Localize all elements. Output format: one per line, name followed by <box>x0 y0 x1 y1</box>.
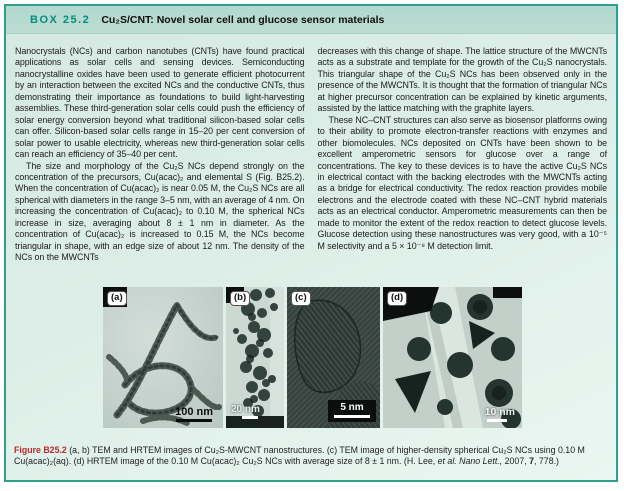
panel-c-label: (c) <box>291 291 311 306</box>
panel-b-scale-text: 20 nm <box>231 404 260 415</box>
box-header <box>6 6 616 34</box>
panel-a-scale-bar <box>175 406 213 422</box>
panel-b-label: (b) <box>230 291 250 306</box>
panel-d-scale-text: 10 nm <box>484 406 515 418</box>
figure-caption-text: (a, b) TEM and HRTEM images of Cu₂S-MWCNT nanostructures. (c) TEM image of higher-density spherical Cu₂S NCs using 0.10 M Cu(acac)₂(aq). (d) HRTEM image of the 0.10 M Cu(acac)₂ Cu₂S NCs with average size of 8 ± 1 nm. (H. Lee, <box>14 444 585 467</box>
figure-panel-b <box>226 287 284 428</box>
panel-a-label: (a) <box>107 291 127 306</box>
box-title: Cu₂S/CNT: Novel solar cell and glucose sensor materials <box>101 13 385 26</box>
panel-b-scale-bar <box>231 404 260 419</box>
right-paragraph-2: These NC–CNT structures can also serve as biosensor platforms owing to their ability to promote electron-transfer reactions with enzymes and other biomolecules. NCs deposited on CNTs have been shown to be excellent amperometric sensors for glucose over a range of concentrations. The key to these devices is to have the active Cu₂S NCs in electrical contact with the backing electrodes with the MWCNTs acting as a bridge for electrical conductivity. The redox reaction provides mobile electrons and the electrode coated with these NC–CNT hybrid materials acts as an electrical conductor. Amperometric measurements can then be made to monitor the extent of the redox reaction to detect glucose levels. Glucose detection using these nanostructures was very good, with a 10⁻⁵ M selectivity and a 5 × 10⁻⁸ M detection limit. <box>317 114 607 251</box>
figure-panel-c <box>287 287 380 428</box>
figure-panel-d <box>383 287 522 428</box>
body-text <box>6 34 616 264</box>
panel-d-label: (d) <box>387 291 407 306</box>
box-number-label: BOX 25.2 <box>30 13 91 26</box>
panel-c-scale-bar <box>328 400 376 422</box>
figure-caption-label: Figure B25.2 <box>14 444 67 455</box>
left-paragraph-1: Nanocrystals (NCs) and carbon nanotubes (CNTs) have found practical applications as solar cells and sensing devices. Semiconducting nanocrystalline oxides have been used to generate efficient photocurrent by an interaction between the excited NCs and the conductive CNTs, thus demonstrating their importance as foundations to build light-harvesting assemblies. These third-generation solar cells could push the efficiency of solar energy conversion beyond what traditional silicon-based solar cells can offer. Silicon-based solar cells range in 15–20 per cent conversion of solar power to usable electricity, whereas new third-generation solar cells can reach an efficiency of 35–40 per cent. <box>15 46 305 160</box>
figure-caption-citation-year: 2007, <box>502 456 530 467</box>
panel-b-scale-line <box>242 416 258 419</box>
panel-a-scale-line <box>176 419 212 422</box>
left-column <box>15 46 305 264</box>
figure-caption <box>14 445 610 468</box>
right-paragraph-1: decreases with this change of shape. The lattice structure of the MWCNTs acts as a substrate and template for the growth of the Cu₂S nanocrystals. This triangular shape of the Cu₂S NCs has been observed only in the presence of the MWCNTs. It is thought that the formation of triangular NCs at higher precursor concentration can be explained by kinetic arguments, assisted by the lattice matching with the graphite layers. <box>317 46 607 114</box>
box-25-2 <box>4 4 618 482</box>
figure-panel-a <box>103 287 223 428</box>
panel-a-scale-text: 100 nm <box>175 406 213 418</box>
figure-b25-2-strip <box>103 287 522 428</box>
left-paragraph-2: The size and morphology of the Cu₂S NCs depend strongly on the concentration of the precursors, Cu(acac)₂ and elemental S (Fig. B25.2). When the concentration of Cu(acac)₂ is near 0.05 M, the Cu₂S NCs are all spherical with diameters in the range 3–5 nm, with an average of 4 nm. On increasing the concentration of Cu(acac)₂ to 0.10 M, the spherical NCs increase in size, averaging about 8 ± 1 nm in diameter. As the concentration of Cu(acac)₂ is increased to 0.15 M, the NCs become triangular in shape, with an edge size of about 12 nm. The density of the NCs on the MWCNTs <box>15 160 305 263</box>
figure-caption-citation-pages: , 778.) <box>534 456 559 467</box>
figure-caption-citation-italic: et al. Nano Lett., <box>437 456 503 467</box>
panel-d-scale-bar <box>485 406 515 422</box>
panel-c-scale-text: 5 nm <box>340 402 364 413</box>
figure-caption-citation-volume: 7 <box>529 456 535 467</box>
panel-d-scale-line <box>487 419 507 422</box>
panel-c-scale-line <box>334 415 370 418</box>
right-column <box>318 46 608 264</box>
